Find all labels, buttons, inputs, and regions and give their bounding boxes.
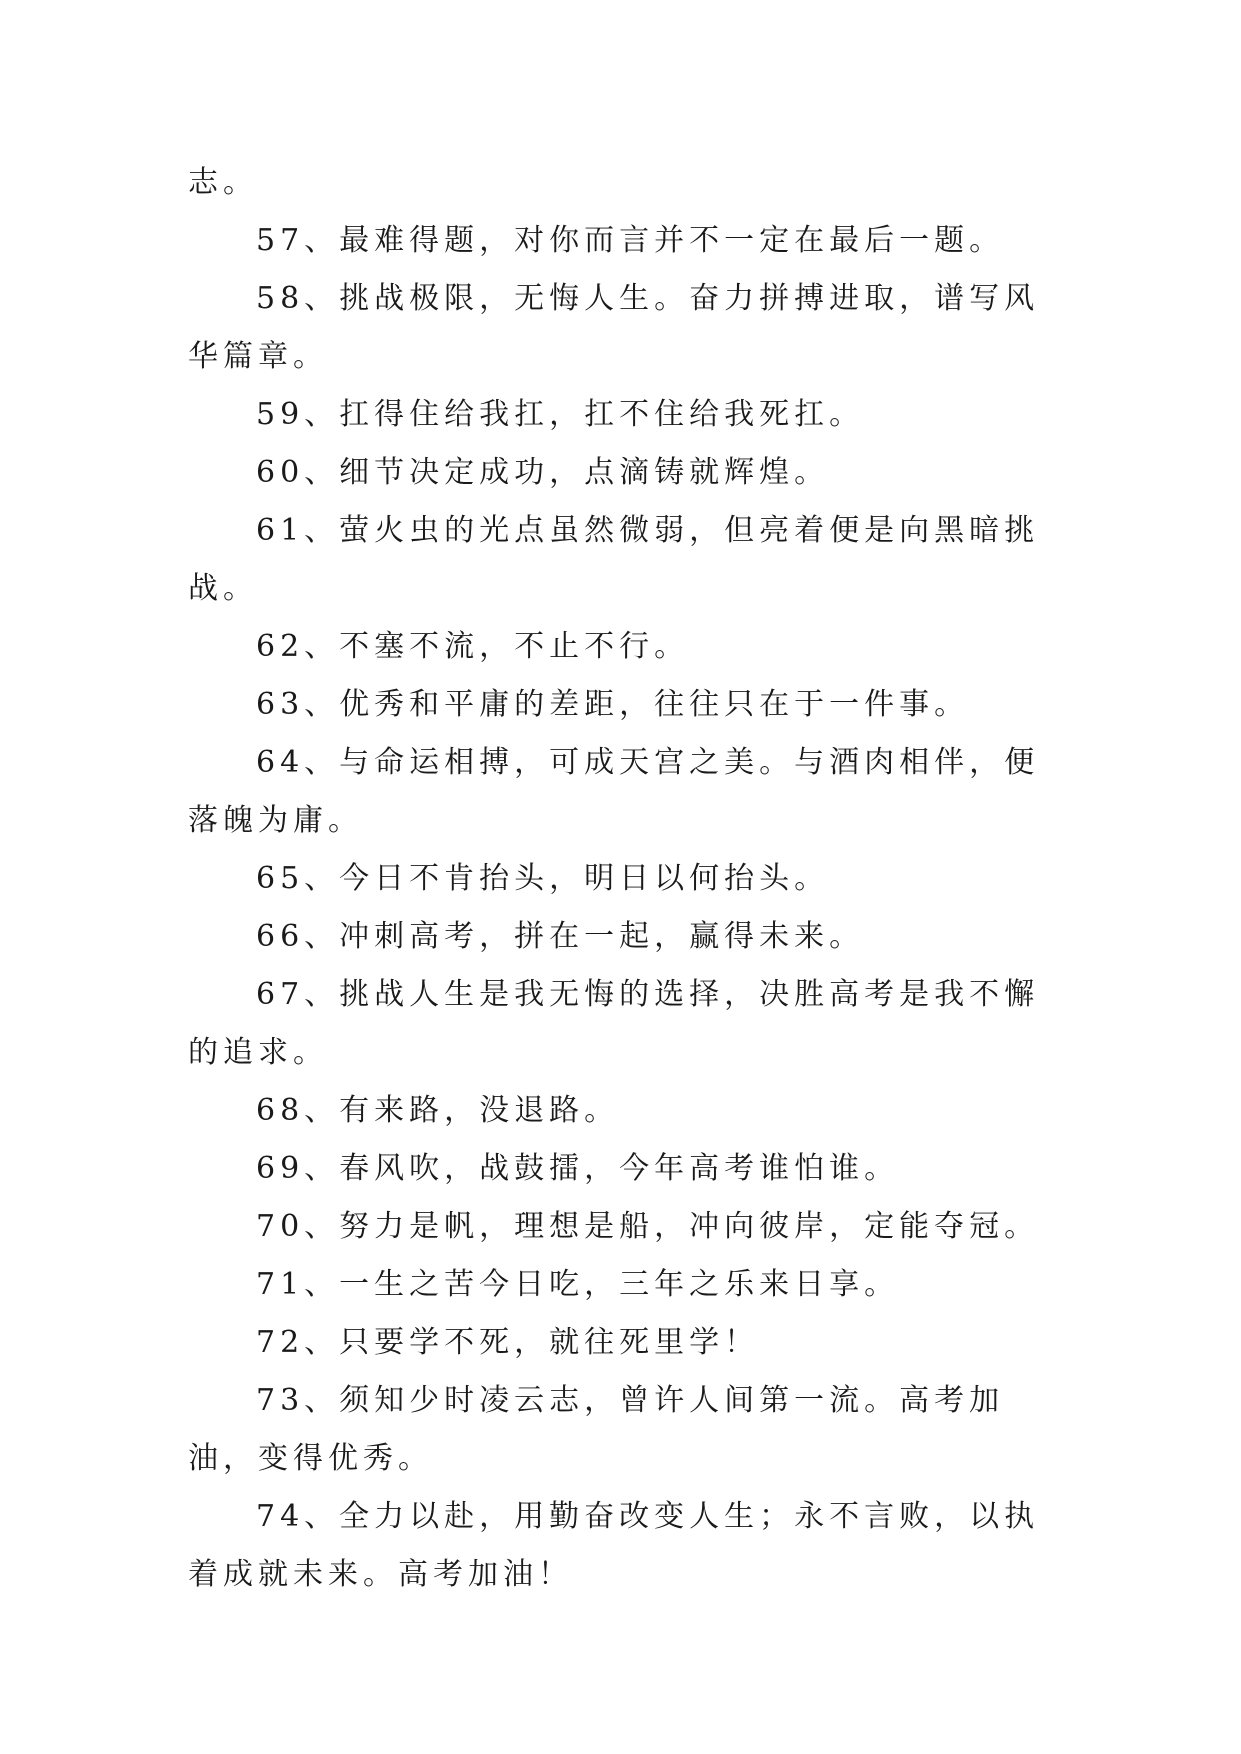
list-item: 71、一生之苦今日吃，三年之乐来日享。: [256, 1267, 900, 1302]
list-item: 64、与命运相搏，可成天宫之美。与酒肉相伴，便落魄为庸。: [188, 745, 1040, 838]
continuation-text: 志。: [188, 165, 258, 200]
list-item: 62、不塞不流，不止不行。: [256, 629, 690, 664]
list-item: 60、细节决定成功，点滴铸就辉煌。: [256, 455, 830, 490]
list-item: 74、全力以赴，用勤奋改变人生；永不言败，以执着成就未来。高考加油！: [188, 1499, 1040, 1592]
list-item: 65、今日不肯抬头，明日以何抬头。: [256, 861, 830, 896]
list-item: 72、只要学不死，就往死里学！: [256, 1325, 760, 1360]
list-item: 59、扛得住给我扛，扛不住给我死扛。: [256, 397, 865, 432]
list-item: 67、挑战人生是我无悔的选择，决胜高考是我不懈的追求。: [188, 977, 1040, 1070]
list-item: 61、萤火虫的光点虽然微弱，但亮着便是向黑暗挑战。: [188, 513, 1040, 606]
list-item: 70、努力是帆，理想是船，冲向彼岸，定能夺冠。: [256, 1209, 1040, 1244]
document-body: [188, 154, 1058, 1604]
list-item: 68、有来路，没退路。: [256, 1093, 620, 1128]
list-item: 66、冲刺高考，拼在一起，赢得未来。: [256, 919, 865, 954]
list-item: 69、春风吹，战鼓擂，今年高考谁怕谁。: [256, 1151, 900, 1186]
list-item: 73、须知少时凌云志，曾许人间第一流。高考加油，变得优秀。: [188, 1383, 1005, 1476]
list-item: 63、优秀和平庸的差距，往往只在于一件事。: [256, 687, 970, 722]
list-item: 57、最难得题，对你而言并不一定在最后一题。: [256, 223, 1005, 258]
list-item: 58、挑战极限，无悔人生。奋力拼搏进取，谱写风华篇章。: [188, 281, 1040, 374]
